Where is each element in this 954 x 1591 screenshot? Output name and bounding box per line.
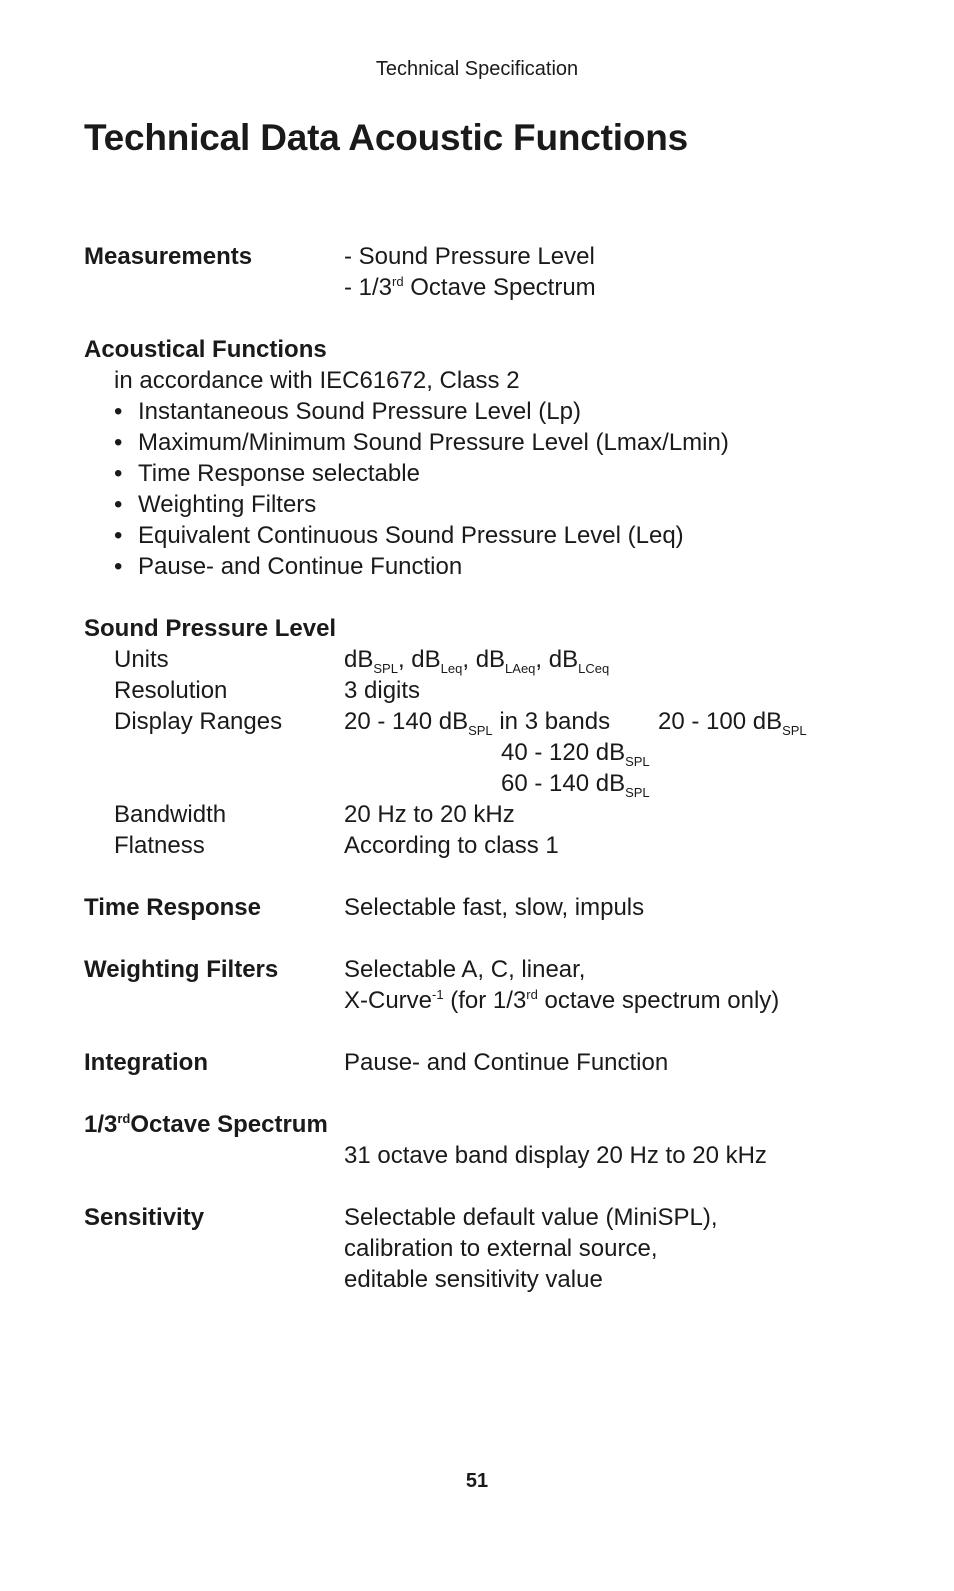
- list-item: • Pause- and Continue Function: [114, 553, 463, 580]
- display-range-band-1: 20 - 100 $dB_{SPL}$: [658, 708, 807, 738]
- sensitivity-label: Sensitivity: [84, 1204, 205, 1231]
- display-ranges-label: Display Ranges: [114, 708, 283, 735]
- resolution-value: 3 digits: [344, 677, 421, 704]
- display-range-band-3: 60 - 140 $dB_{SPL}$: [501, 770, 650, 800]
- octave-spectrum-value: 31 octave band display 20 Hz to 20 kHz: [344, 1142, 767, 1169]
- list-item: • Instantaneous Sound Pressure Level (Lp): [114, 398, 581, 425]
- weighting-filters-line-2: X-Curve$^{-1}$ (for 1/3rd octave spectrum only): [344, 987, 780, 1014]
- running-header: Technical Specification: [375, 58, 579, 80]
- acoustical-functions-label: Acoustical Functions: [84, 336, 327, 363]
- bandwidth-label: Bandwidth: [114, 801, 227, 828]
- weighting-filters-label: Weighting Filters: [84, 956, 279, 983]
- sensitivity-line-1: Selectable default value (MiniSPL),: [344, 1204, 718, 1231]
- resolution-label: Resolution: [114, 677, 228, 704]
- page-number: 51: [465, 1470, 489, 1492]
- acoustical-intro: in accordance with IEC61672, Class 2: [114, 367, 520, 394]
- integration-value: Pause- and Continue Function: [344, 1049, 669, 1076]
- bandwidth-value: 20 Hz to 20 kHz: [344, 801, 515, 828]
- octave-spectrum-label: 1/3rdOctave Spectrum: [84, 1111, 328, 1138]
- page-title: Technical Data Acoustic Functions: [84, 117, 689, 158]
- measurements-label: Measurements: [84, 243, 253, 270]
- time-response-label: Time Response: [84, 894, 261, 921]
- list-item: • Equivalent Continuous Sound Pressure Level (Leq): [114, 522, 684, 549]
- flatness-label: Flatness: [114, 832, 205, 859]
- display-ranges-value: 20 - 140 $dB_{SPL}$ in 3 bands: [344, 708, 611, 738]
- measurements-item-octave: - 1/3rd Octave Spectrum: [344, 274, 596, 301]
- spl-section-label: Sound Pressure Level: [84, 615, 337, 642]
- units-label: Units: [114, 646, 169, 673]
- list-item: • Maximum/Minimum Sound Pressure Level (Lmax/Lmin): [114, 429, 729, 456]
- units-value: $dB_{SPL}$, $dB_{Leq}$, $dB_{LAeq}$, $dB_{LCeq}$: [344, 646, 610, 676]
- sensitivity-line-3: editable sensitivity value: [344, 1266, 603, 1293]
- time-response-value: Selectable fast, slow, impuls: [344, 894, 645, 921]
- flatness-value: According to class 1: [344, 832, 559, 859]
- sensitivity-line-2: calibration to external source,: [344, 1235, 658, 1262]
- integration-label: Integration: [84, 1049, 208, 1076]
- list-item: • Weighting Filters: [114, 491, 317, 518]
- display-range-band-2: 40 - 120 $dB_{SPL}$: [501, 739, 650, 769]
- weighting-filters-line-1: Selectable A, C, linear,: [344, 956, 586, 983]
- measurements-item-spl: - Sound Pressure Level: [344, 243, 595, 270]
- list-item: • Time Response selectable: [114, 460, 420, 487]
